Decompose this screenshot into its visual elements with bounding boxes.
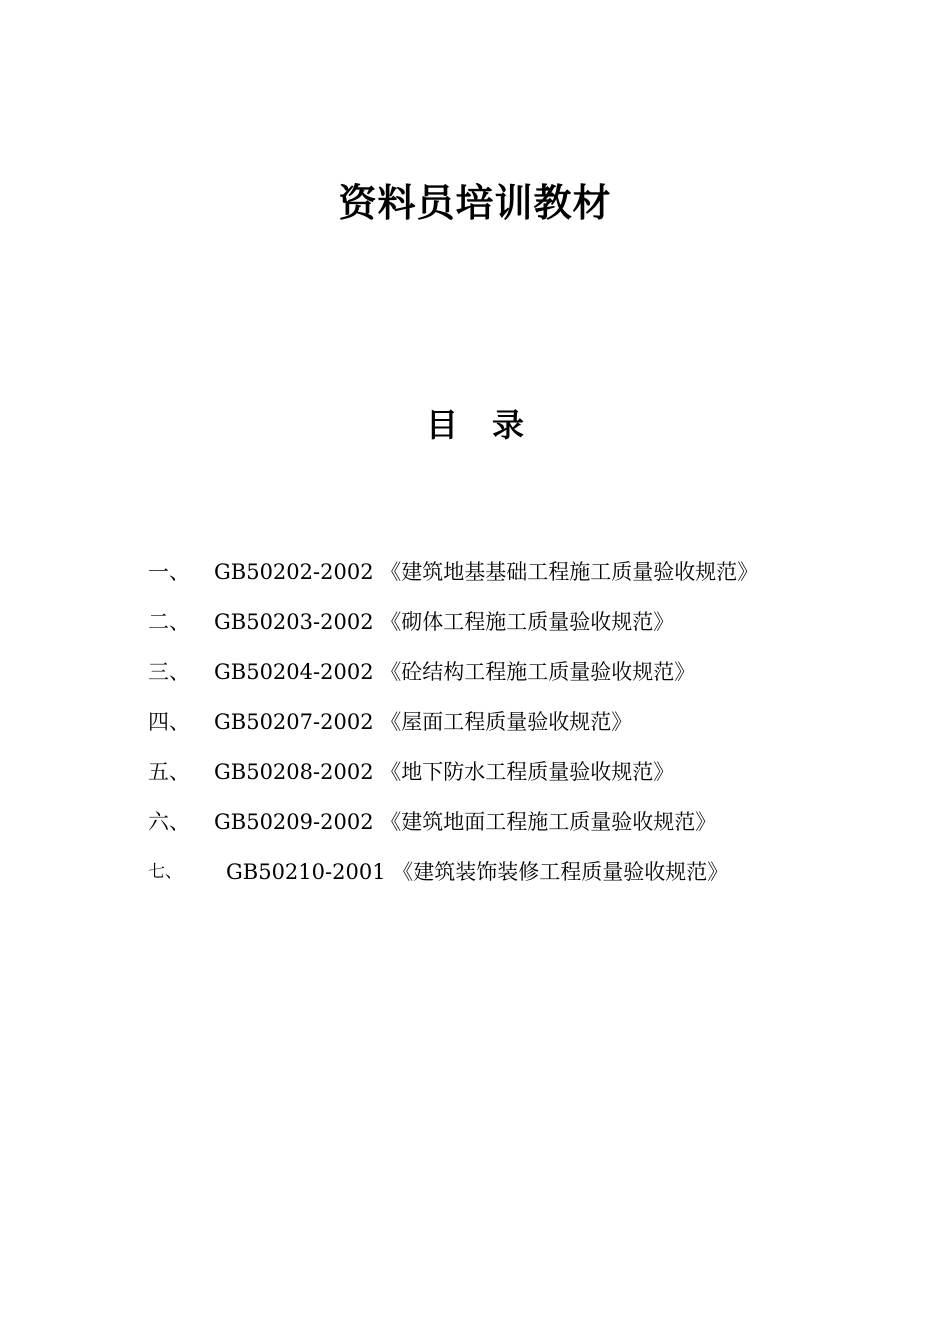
toc-item-number: 一、 (148, 560, 190, 584)
toc-item (148, 806, 848, 856)
toc-item-number: 三、 (148, 660, 190, 684)
toc-item-text: GB50203-2002 《砌体工程施工质量验收规范》 (214, 610, 675, 634)
toc-item (148, 606, 848, 656)
toc-item-text: GB50207-2002 《屋面工程质量验收规范》 (214, 710, 633, 734)
toc-item-number: 二、 (148, 610, 190, 634)
toc-heading-char-1: 目 (425, 406, 458, 444)
toc-heading (0, 402, 950, 448)
toc-item (148, 856, 848, 906)
document-title: 资料员培训教材 (338, 181, 612, 225)
toc-item (148, 706, 848, 756)
toc-item-text: GB50210-2001 《建筑装饰装修工程质量验收规范》 (226, 860, 729, 884)
toc-item-number: 六、 (148, 810, 190, 834)
toc-list (148, 556, 848, 906)
toc-item-text: GB50202-2002 《建筑地基基础工程施工质量验收规范》 (214, 560, 759, 584)
toc-item-text: GB50209-2002 《建筑地面工程施工质量验收规范》 (214, 810, 717, 834)
toc-item-number: 七、 (148, 862, 182, 882)
toc-item-text: GB50204-2002 《砼结构工程施工质量验收规范》 (214, 660, 696, 684)
toc-heading-char-2: 录 (492, 406, 525, 444)
toc-item-number: 四、 (148, 710, 190, 734)
toc-item-text: GB50208-2002 《地下防水工程质量验收规范》 (214, 760, 675, 784)
toc-item (148, 556, 848, 606)
toc-item-number: 五、 (148, 760, 190, 784)
toc-item (148, 756, 848, 806)
toc-item (148, 656, 848, 706)
